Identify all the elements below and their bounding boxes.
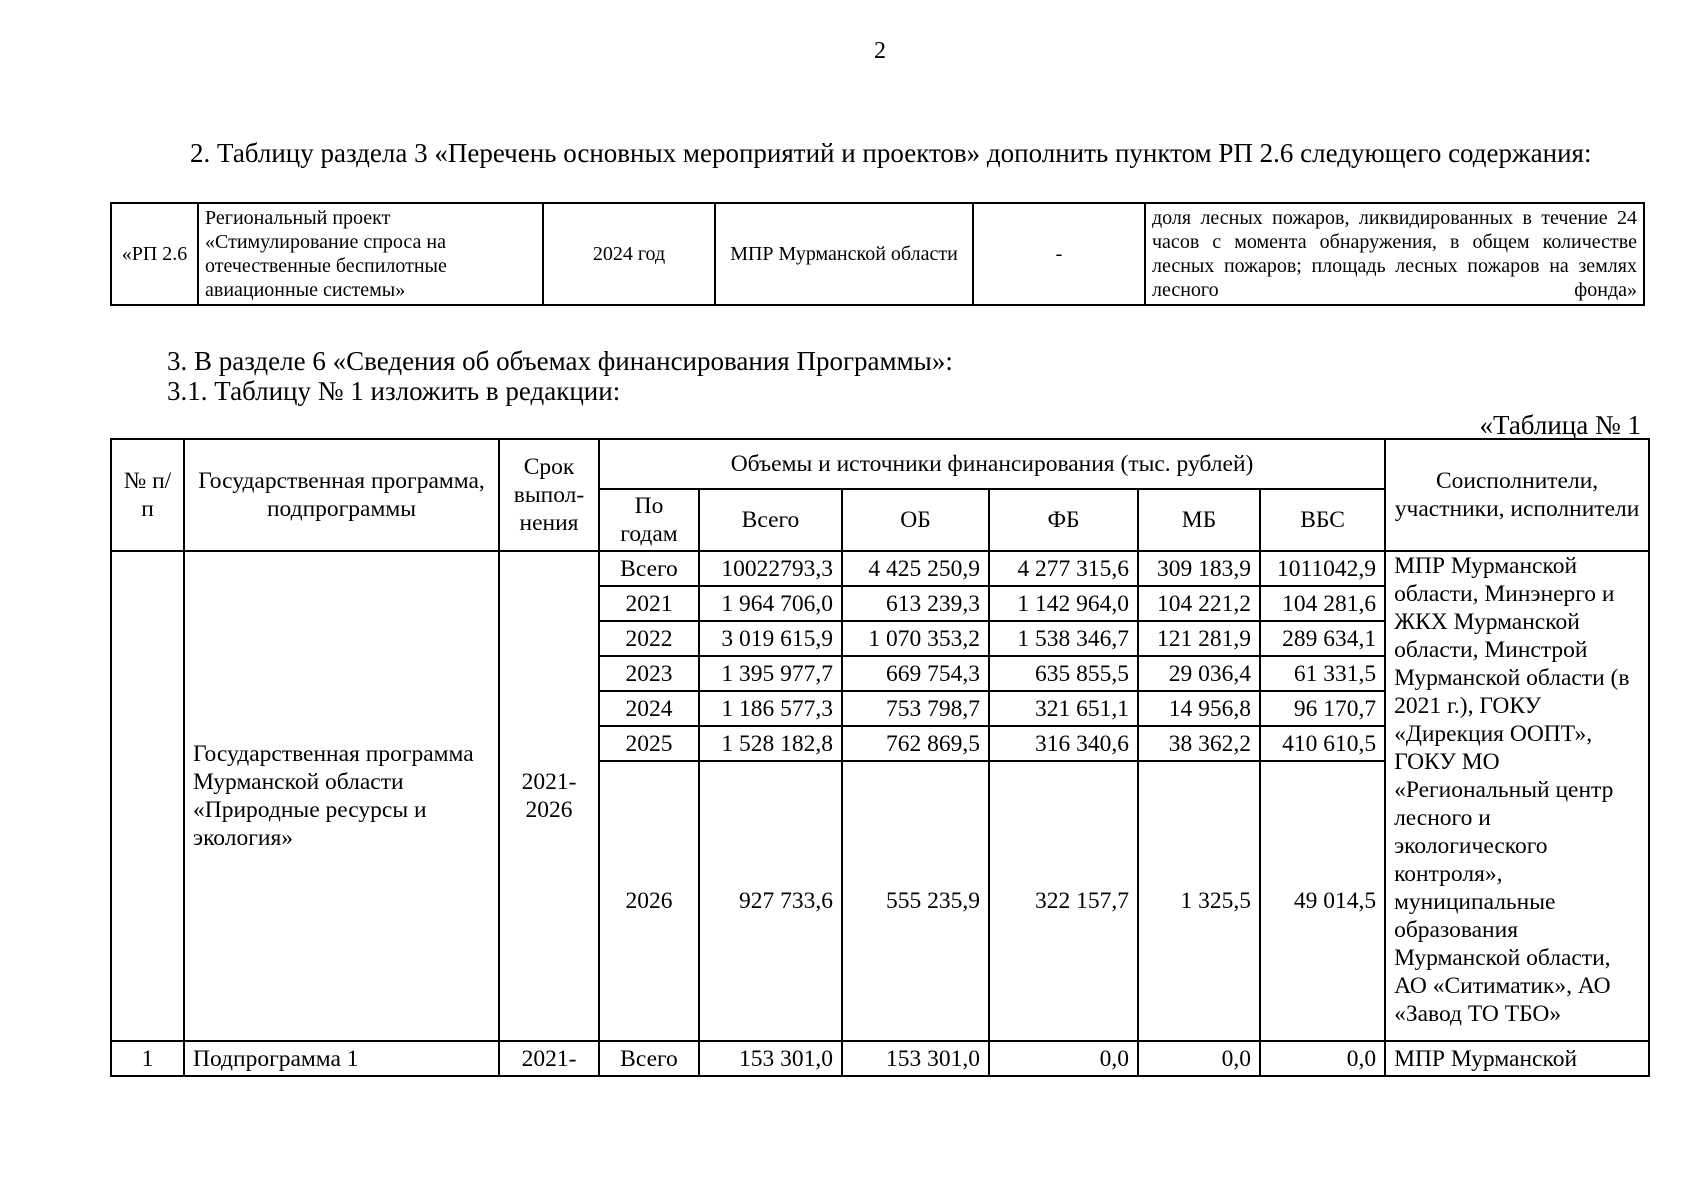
fb-cell: 322 157,7 <box>989 761 1138 1041</box>
header-by-year: По годам <box>599 489 699 551</box>
vbs-cell: 49 014,5 <box>1260 761 1385 1041</box>
total-cell: 10022793,3 <box>699 551 842 586</box>
rp-dash-cell: - <box>973 203 1145 305</box>
header-volumes: Объемы и источники финансирования (тыс. рублей) <box>599 439 1385 489</box>
sub1-partners-cell: МПР Мурманской <box>1385 1041 1649 1076</box>
page-number: 2 <box>874 38 886 64</box>
table-caption: «Таблица № 1 <box>1479 410 1641 440</box>
vbs-cell: 104 281,6 <box>1260 586 1385 621</box>
vbs-cell: 96 170,7 <box>1260 691 1385 726</box>
sub1-num-cell: 1 <box>111 1041 184 1076</box>
main-partners-cell: МПР Мурманской области, Минэнерго и ЖКХ Мурманской области, Минстрой Мурманской области (в 2021 г.), ГОКУ «Дирекция ООПТ», ГОКУ МО «Региональный центр лесного и экологического контроля», муниципальные образования Мурманской области, АО «Ситиматик», АО «Завод ТО ТБО» <box>1385 551 1649 1041</box>
mb-cell: 121 281,9 <box>1138 621 1260 656</box>
rp-period-cell: 2024 год <box>543 203 715 305</box>
total-cell: 1 395 977,7 <box>699 656 842 691</box>
ob-cell: 762 869,5 <box>842 726 989 761</box>
ob-cell: 153 301,0 <box>842 1041 989 1076</box>
header-row-1 <box>111 439 1649 489</box>
total-cell: 1 528 182,8 <box>699 726 842 761</box>
fb-cell: 1 142 964,0 <box>989 586 1138 621</box>
main-term-cell: 2021-2026 <box>499 551 599 1041</box>
rp-result-cell: доля лесных пожаров, ликвидированных в течение 24 часов с момента обнаружения, в общем количестве лесных пожаров; площадь лесных пожаров на землях лесного фонда» <box>1145 203 1644 305</box>
sub1-program-cell: Подпрограмма 1 <box>184 1041 499 1076</box>
fb-cell: 321 651,1 <box>989 691 1138 726</box>
total-cell: 1 186 577,3 <box>699 691 842 726</box>
mb-cell: 1 325,5 <box>1138 761 1260 1041</box>
rp-executor-cell: МПР Мурманской области <box>715 203 973 305</box>
total-cell: 153 301,0 <box>699 1041 842 1076</box>
ob-cell: 555 235,9 <box>842 761 989 1041</box>
ob-cell: 4 425 250,9 <box>842 551 989 586</box>
main-program-cell: Государственная программа Мурманской области «Природные ресурсы и экология» <box>184 551 499 1041</box>
header-ob: ОБ <box>842 489 989 551</box>
fb-cell: 1 538 346,7 <box>989 621 1138 656</box>
rp-code-cell: «РП 2.6 <box>111 203 198 305</box>
total-cell: 1 964 706,0 <box>699 586 842 621</box>
mb-cell: 14 956,8 <box>1138 691 1260 726</box>
year-cell: 2025 <box>599 726 699 761</box>
item-2-text: 2. Таблицу раздела 3 «Перечень основных мероприятий и проектов» дополнить пунктом РП 2.6 следующего содержания: <box>190 138 1592 168</box>
ob-cell: 1 070 353,2 <box>842 621 989 656</box>
rp-2-6-row <box>111 203 1644 305</box>
header-vbs: ВБС <box>1260 489 1385 551</box>
financing-table <box>110 438 1650 1077</box>
main-row-total <box>111 551 1649 586</box>
ob-cell: 613 239,3 <box>842 586 989 621</box>
mb-cell: 29 036,4 <box>1138 656 1260 691</box>
mb-cell: 38 362,2 <box>1138 726 1260 761</box>
year-cell: Всего <box>599 551 699 586</box>
item-3-1-text: 3.1. Таблицу № 1 изложить в редакции: <box>167 376 621 406</box>
header-program: Государственная программа, подпрограммы <box>184 439 499 551</box>
vbs-cell: 61 331,5 <box>1260 656 1385 691</box>
sub1-term-cell: 2021- <box>499 1041 599 1076</box>
year-cell: 2024 <box>599 691 699 726</box>
year-cell: 2023 <box>599 656 699 691</box>
header-num: № п/п <box>111 439 184 551</box>
rp-2-6-table <box>110 202 1645 306</box>
year-cell: Всего <box>599 1041 699 1076</box>
vbs-cell: 410 610,5 <box>1260 726 1385 761</box>
header-term: Срок выпол-нения <box>499 439 599 551</box>
vbs-cell: 1011042,9 <box>1260 551 1385 586</box>
subprogram-1-row <box>111 1041 1649 1076</box>
fb-cell: 4 277 315,6 <box>989 551 1138 586</box>
fb-cell: 635 855,5 <box>989 656 1138 691</box>
year-cell: 2021 <box>599 586 699 621</box>
header-partners: Соисполнители, участники, исполнители <box>1385 439 1649 551</box>
rp-name-cell: Региональный проект «Стимулирование спроса на отечественные беспилотные авиационные системы» <box>198 203 543 305</box>
ob-cell: 753 798,7 <box>842 691 989 726</box>
year-cell: 2026 <box>599 761 699 1041</box>
mb-cell: 0,0 <box>1138 1041 1260 1076</box>
mb-cell: 104 221,2 <box>1138 586 1260 621</box>
item-3-text: 3. В разделе 6 «Сведения об объемах финансирования Программы»: <box>167 346 953 376</box>
header-fb: ФБ <box>989 489 1138 551</box>
fb-cell: 0,0 <box>989 1041 1138 1076</box>
header-total: Всего <box>699 489 842 551</box>
main-num-cell <box>111 551 184 1041</box>
vbs-cell: 289 634,1 <box>1260 621 1385 656</box>
year-cell: 2022 <box>599 621 699 656</box>
fb-cell: 316 340,6 <box>989 726 1138 761</box>
vbs-cell: 0,0 <box>1260 1041 1385 1076</box>
mb-cell: 309 183,9 <box>1138 551 1260 586</box>
total-cell: 927 733,6 <box>699 761 842 1041</box>
header-mb: МБ <box>1138 489 1260 551</box>
total-cell: 3 019 615,9 <box>699 621 842 656</box>
ob-cell: 669 754,3 <box>842 656 989 691</box>
